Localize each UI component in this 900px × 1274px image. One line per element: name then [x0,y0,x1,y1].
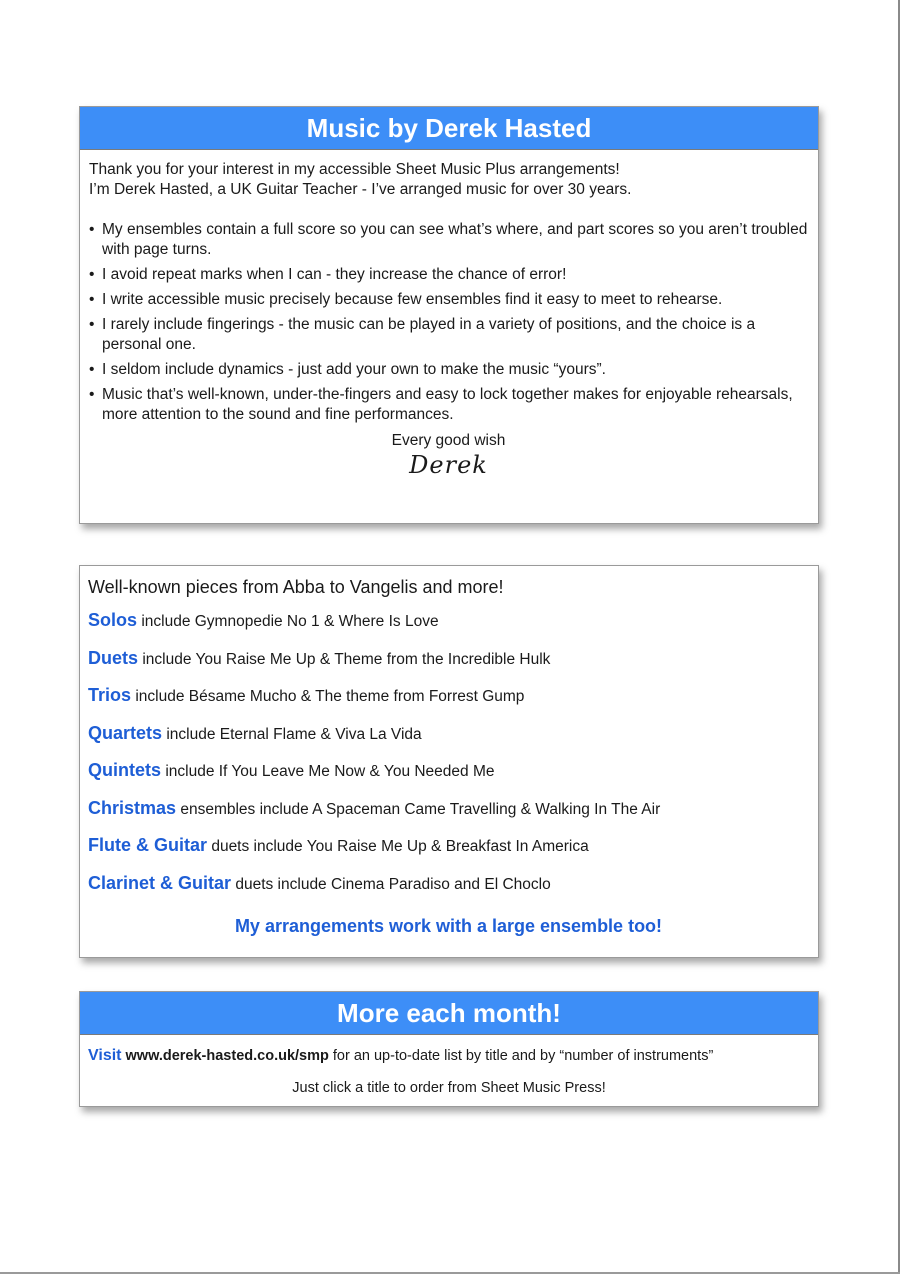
piece-description: include Bésame Mucho & The theme from Forrest Gump [131,688,525,705]
category-link[interactable]: Duets [88,647,139,668]
intro-line-2: I’m Derek Hasted, a UK Guitar Teacher - I’ve arranged music for over 30 years. [89,181,632,198]
intro-header: Music by Derek Hasted [80,107,818,150]
tagline: My arrangements work with a large ensemble too! [234,916,663,936]
more-panel [79,991,819,1107]
pieces-body [80,566,818,937]
feature-list [89,220,808,425]
more-body [80,1035,818,1099]
piece-description: ensembles include A Spaceman Came Travelling & Walking In The Air [176,800,661,818]
piece-row-clarinet-guitar [88,872,809,910]
intro-body [80,150,818,479]
intro-line-1: Thank you for your interest in my accessible Sheet Music Plus arrangements! [89,161,620,178]
piece-row-solos [88,609,809,647]
category-link[interactable]: Quartets [88,722,163,743]
piece-description: include Gymnopedie No 1 & Where Is Love [137,613,439,630]
visit-line [88,1045,810,1067]
feature-item: • I seldom include dynamics - just add your own to make the music “yours”. [89,360,808,380]
piece-description: include If You Leave Me Now & You Needed Me [161,763,495,780]
feature-item: • I avoid repeat marks when I can - they increase the chance of error! [89,265,808,285]
category-link[interactable]: Quintets [88,760,162,780]
piece-description: include Eternal Flame & Viva La Vida [162,725,422,743]
intro-panel [79,106,819,524]
category-link[interactable]: Flute & Guitar [88,835,208,855]
piece-row-flute-guitar [88,834,809,872]
piece-row-quintets [88,759,809,797]
visit-description: for an up-to-date list by title and by “number of instruments” [328,1048,714,1064]
category-link[interactable]: Christmas [88,797,177,818]
sign-off: Every good wish [391,432,506,449]
category-link[interactable]: Clarinet & Guitar [88,872,232,893]
pieces-intro: Well-known pieces from Abba to Vangelis and more! [88,577,504,597]
feature-item: • I write accessible music precisely because few ensembles find it easy to meet to rehearse. [89,290,808,310]
category-link[interactable]: Solos [88,610,138,630]
category-link[interactable]: Trios [88,685,132,705]
piece-description: include You Raise Me Up & Theme from the Incredible Hulk [138,650,551,668]
feature-item: • My ensembles contain a full score so you can see what’s where, and part scores so you aren’t troubled with page turns. [89,220,808,260]
piece-row-duets [88,647,809,685]
feature-item: • I rarely include fingerings - the music can be played in a variety of positions, and the choice is a personal one. [89,315,808,355]
piece-description: duets include Cinema Paradiso and El Choclo [231,875,551,893]
feature-item: • Music that’s well-known, under-the-fingers and easy to lock together makes for enjoyable rehearsals, more attention to the sound and fine performances. [89,385,808,425]
piece-row-quartets [88,722,809,760]
piece-description: duets include You Raise Me Up & Breakfast In America [207,838,589,855]
order-line: Just click a title to order from Sheet Music Press! [292,1080,606,1096]
website-link[interactable]: www.derek-hasted.co.uk/smp [125,1048,329,1064]
pieces-panel [79,565,819,958]
piece-row-christmas [88,797,809,835]
piece-row-trios [88,684,809,722]
more-header: More each month! [80,992,818,1035]
signature: Derek [409,451,488,479]
visit-link[interactable]: Visit [88,1047,122,1064]
